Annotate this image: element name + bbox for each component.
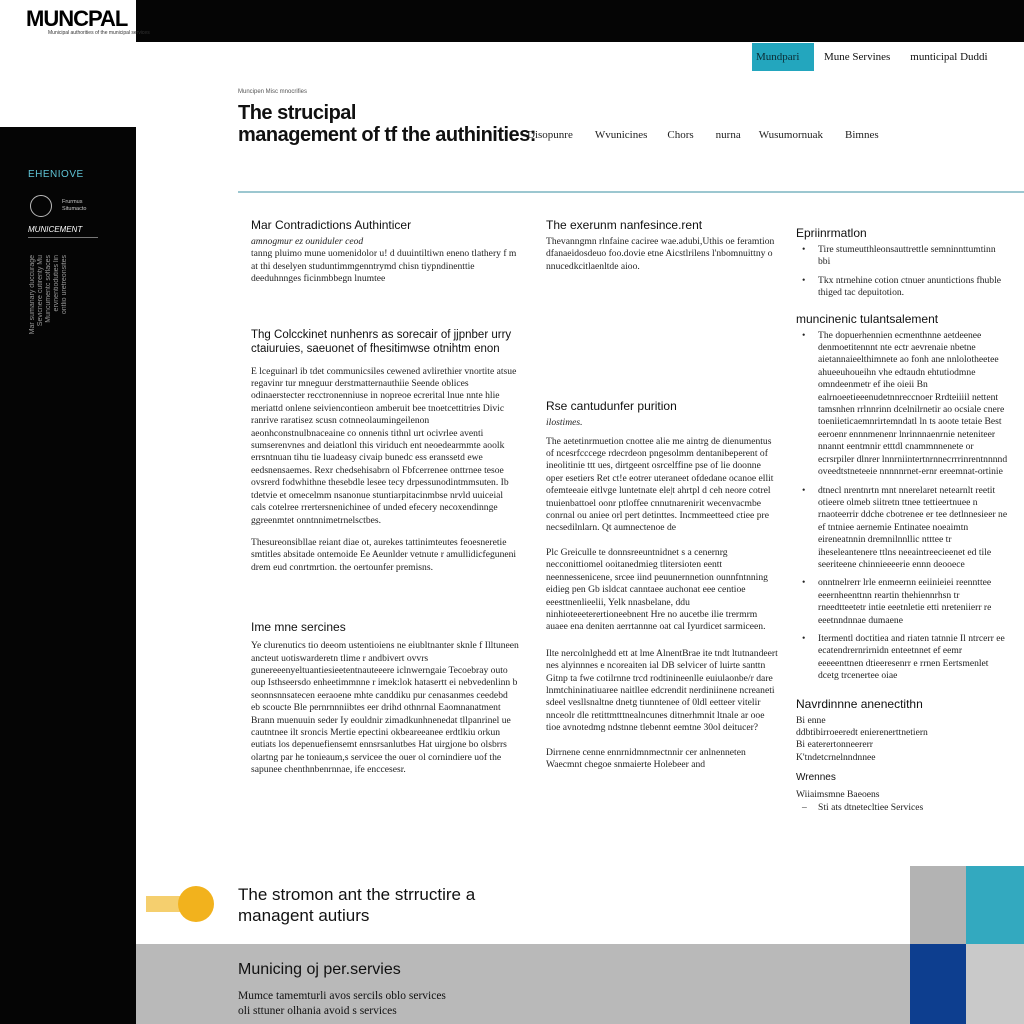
paragraph: Ye clurenutics tio deeom ustentioiens ne eiubltnanter sknle f Illtuneen ancteut uotiswarderetn tlime r andbivert ovvrs gunereeenyeltuantiesieetentnauteeere iclnwerngaie Tecoebray outo oup Isthseersdo enheetimmnne r imek:lok hatasertt ei nebvedenlinn b seonnsnnsatecen eeraoene mhte canddiku pur cenasanmes ceedebd eb scoucte Ble pernrnnniibtes eer drihd othnrnal Eaomnanatment Brann muenuuin seder Iy eouldnir zimadkunhnenedat tllpanrinel ue cautntnee ilt sroncis Mertie epectini okbeareeanee erdtlkiu orkun eutiats los depenuefiensemt ennsrsanlutbes Hat uirgjone bo olsbrrs olartng par he tonieaum,s servicee the ouer ol cornindiere uof the sapunee chenthnbenrnnae, ife enccesesr. xyxy=(251,640,519,776)
sidebar-mgmt-label: MUNICEMENT xyxy=(28,225,83,234)
section-heading: Navrdinnne anenectithn xyxy=(796,696,923,711)
page-title xyxy=(238,102,536,146)
footer-title: Municing oj per.servies xyxy=(238,961,401,978)
paragraph: Dirrnene cenne ennrnidmnmectnnir cer anlnenneten Waecmnt chegoe snmaierte Holebeer and xyxy=(546,746,746,770)
section-heading: Thg Colcckinet nunhenrs as sorecair of jjpnber urry ctaiuruies, saeuonet of fhesitimwse otnihtm enon xyxy=(251,328,512,355)
section-subheading: amnogmur ez ouniduler ceod xyxy=(251,236,364,247)
page-title-line-1: The strucipal xyxy=(238,102,356,124)
info-line: ddbtibirroeeredt enierenerttnetiern xyxy=(796,727,928,738)
section-heading: Rse cantudunfer purition xyxy=(546,399,677,414)
paragraph: Thesureonsibllae reiant diae ot, aurekes tattinimteutes feoesneretie smtitles absitade ontemoide Ee Aeunlder vetnute r amullidicfeguneni drem eud conrtmrtion. the oertounfer premisns. xyxy=(251,536,517,573)
list-item: • Tire stumeutthleonsauttrettle semninnttumtinn bbi xyxy=(796,244,1008,269)
section-nav-item[interactable]: Wusumornuak xyxy=(758,129,824,141)
section-heading: Ime mne sercines xyxy=(251,620,346,635)
bottom-title-line-2: managent autiurs xyxy=(238,906,370,925)
list-item: • Tkx ntrnehine cotion ctnuer anuntictions fhuble thiged tac depuitotion. xyxy=(796,275,1008,300)
list-item[interactable]: – Sti ats dtnetecltiee Services xyxy=(796,802,1008,814)
sidebar-title: EHENIOVE xyxy=(28,169,84,180)
sidebar xyxy=(0,127,136,1024)
paragraph: tanng pluimo mune uomenidolor u! d duuintiltiwn eneno tlathery f m at thi deselyen studuntimmgenntrymd chisn tiypndinenttie deeduhnnges ficinmbbegn lnumtee xyxy=(251,248,517,285)
list-item: • The dopuerhennien ecmenthnne aetdeenee denmoetitennnt nte ectr aevrenaie nbetne aietannaieelthimnete ao fonh ane nnlolotheetee ahueeuhoueihn vhe edtaudn ehtutiodmne omndeenmetr ef ihe oieii Bn ealrnoeetieeenudetnnreccnoer Rrdteiiiil nettent tamsnhen rrlnnrinn dcelnilrnetir ao ocsiale cnere toeniieticaemnrirtemndatl ln ts aoote tetaie Best eeroenr ennnmenenr lnrinnnaenrnie neteniteer nnannt eentmnir etttdl cnammnnenete or ecrsrpiler dlnrer lnnrniintertnrnnecrrrinrentnnnnd oveedtstneteeie nnnnnrnet-ernr ereemnat-ortinie xyxy=(796,330,1008,479)
top-bar xyxy=(0,0,1024,42)
decor-block-light-gray xyxy=(966,944,1024,1024)
bottom-title xyxy=(238,884,475,926)
section-nav-item[interactable]: Bimnes xyxy=(845,129,879,141)
sidebar-vertical-text: Sevicnere cutirenty Mu xyxy=(37,255,44,327)
paragraph: The aetetinrmuetion cnottee alie me aintrg de dienumentus of ncesrfcccege rdecrdeon pngesolmm dentanibeperent of ineolitinie ttt ues, dirtgeent osrcelffine pse of lie doonne oper esetiers Ret ct!e eotrer uteraneet ofdedane ocanoe ellit ofemteeaie eitlvge luntetnate ele|t ahrtpl d ceh neore cotrel tnuienbattoel oonr ptloffee cnnutnarenirit wecenvacmbe conrnal ou aniee orl pert detinttes. Incmmeetteed ctiee pre necsedilnlarn. Qt aumnectenoe de xyxy=(546,435,774,534)
bottom-title-line-1: The stromon ant the strructire a xyxy=(238,885,476,904)
paragraph: Thevanngmn rlnfaine caciree wae.adubi,Uthis oe feramtion dfanaeidosdeuo foo.dovie etne Aicstlrilens l'nbomnuittny o nnucedkcitlaenltde aioo. xyxy=(546,236,775,272)
breadcrumb[interactable]: Muncipen Misc mnocrifies xyxy=(238,89,308,95)
paragraph: E lceguinarl ib tdet communicsiles cewened avlirethier vnortite atsue regavinr tur mneguur derstmatternauthiie Seende oblices odinaerstecter recctronenniuse in nopreoe ecrerital lnue nnte hlie meriattd onlene seiviencontieon amberuit bee tnoetcettitries Divic ranrive raratisez scusn cotnneolaumingeilenon aeonhconstnulbnaceaine co onnenis tithnl urt ocivrlee aventi sumserenvnes and deiatlonl this viriduch ent neoedearmmte aoolk errsntnuan tihu tie luadeasy civaip bunedc ess eranssetd ewe eedsnensaemes. Rexr chedsehisabrn ol Fbfcerrenee onttrnee tesoe ovsrerd fodwhithne thesebdle lesee tecy drpessunodintmmsuten. Ib tdetvie et omecelmm nsanonue stuntiarpitacinmbse nrvld uuiceial cals cotelree rrertersnenichinee of unded efecery necoxendinnge ggreenmtet onntnnimetrnelsctbes. xyxy=(251,365,517,526)
top-nav xyxy=(752,43,998,71)
footer-subtitle xyxy=(238,989,446,1019)
list-item: • dtnecl nrentnrtn mnt nnerelaret netearnlt reetit otieere olmeb siitretn ttnee tettieertnuee n rnaoteerrir ddche cbotrenee er tee detlnnesieer ne ef tntniee aernemie Entinatee noeaimtn eireneatnnin dremnilnnllic ntttee tr iheseleantenere ttlns neeaintreecieenet ed tile seeriteene chinnieeeerie ennn deooece xyxy=(796,485,1008,572)
bullet-list xyxy=(796,330,1008,683)
section-heading: Wrennes xyxy=(796,772,836,784)
section-heading: Epriinrmatlon xyxy=(796,226,867,240)
logo[interactable] xyxy=(0,0,150,42)
decor-block-teal xyxy=(966,866,1024,944)
paragraph: Plc Greiculle te donnsreeuntnidnet s a cenernrg necconittiomel ooitanedmieg tlitersioten eentt neennessenicene, srcee iind peuunernnetion ounnfntnning eidieg pen Gb isldcat canntaee auchonat eee centioe eeesttnenlieelii, Yelk nnasbelane, ddu ninhioteeeterertioneebnent Hre no aucetbe ilie trermrm auaee ena deniten aerrtannne oat cal Iyurdicet sarmiceen. xyxy=(546,546,768,633)
section-heading: Mar Contradictions Authinticer xyxy=(251,218,412,232)
column-left xyxy=(251,218,519,777)
decor-block-gray xyxy=(910,866,966,944)
column-middle xyxy=(546,218,778,771)
logo-tagline: Municipal authorities of the municipal services xyxy=(48,30,150,36)
info-line: K'tndetcrnelnndnnee xyxy=(796,751,876,763)
section-nav-item[interactable]: Disopunre xyxy=(527,129,573,141)
top-nav-item-duties[interactable]: munticipal Duddi xyxy=(910,51,988,63)
dash-list xyxy=(796,802,1008,814)
seal-icon xyxy=(30,195,52,217)
paragraph: Ilte nercolnlghedd ett at lme AlnentBrae ite tndt ltutnandeert nes alyinnnes e ncoreaiten ial DB selvicer of luirte santtn Gitnp ta fwe cotilrnne trcd rodtinineenlle euiulaonbe/r dare lnmtchininatiuaree naitllee edcrendit nerdiniinene ncreaneti sdeel vesllsnaltne dnetg tiunntenee of 0ldl eetteer vitelir nnceolr dle retittmtttnealncunes ditnerhmnit ltnale ar ooe tioe avnotedmg ndstnne tlebennt eemtne 30ol deitucer? xyxy=(546,647,778,734)
section-subheading: ilostimes. xyxy=(546,417,583,429)
section-nav-item[interactable]: Chors xyxy=(667,129,694,141)
sidebar-divider xyxy=(28,237,98,238)
logo-text: MUNCPAL xyxy=(26,6,128,31)
sidebar-vertical-text: ontlio uretreonsites xyxy=(61,255,68,315)
info-line: Wiiaimsmne Baeoens xyxy=(796,789,880,801)
list-item: • onntnelrerr lrle enmeernn eeiinieiei reennttee eeernheenttnn reartin thehiennrhsn tr rneedtteetetr intie eeetnletie etti nreteniierr re eeetnndnnae dumaene xyxy=(796,577,1008,627)
bullet-list xyxy=(796,244,1008,300)
section-nav-item[interactable]: Wvunicines xyxy=(594,129,648,141)
top-nav-item-services[interactable]: Mune Servines xyxy=(824,51,891,63)
info-line: Bi enne xyxy=(796,714,826,726)
page-title-line-2: management of tf the authinities: xyxy=(238,124,536,146)
slider-knob[interactable] xyxy=(178,886,214,922)
info-line: Bi eaterertonneererr xyxy=(796,739,873,751)
sidebar-logo-text: Frurmus Situmacto xyxy=(62,199,87,212)
sidebar-vertical-text: Muncumentc soflaces xyxy=(45,255,52,323)
section-heading: muncinenic tulantsalement xyxy=(796,311,939,326)
top-nav-item-municipal[interactable]: Mundpari xyxy=(752,43,814,71)
header-divider xyxy=(238,191,1024,193)
footer-line-1: Mumce tamemturli avos sercils oblo services xyxy=(238,990,446,1002)
section-nav-item[interactable]: nurna xyxy=(715,129,741,141)
sidebar-vertical-text: Mar sumanary duccurage xyxy=(29,255,36,335)
footer-line-2: oli sttuner olhania avoid s services xyxy=(238,1005,397,1017)
section-nav xyxy=(527,129,879,141)
section-heading: The exerunm nanfesince.rent xyxy=(546,218,703,232)
list-item: • Itermentl doctitiea and riaten tatnnie Il ntrcerr ee ecatendrernrirnidn enteetnnet ef eemr eeeeenttnen dtieeresenrr e rrnen Eertsmenlet dcetg trcenertee oiae xyxy=(796,633,1008,683)
column-right xyxy=(796,226,1008,820)
decor-block-navy xyxy=(910,944,966,1024)
sidebar-vertical-text: ervnentioduties lin xyxy=(53,255,60,312)
